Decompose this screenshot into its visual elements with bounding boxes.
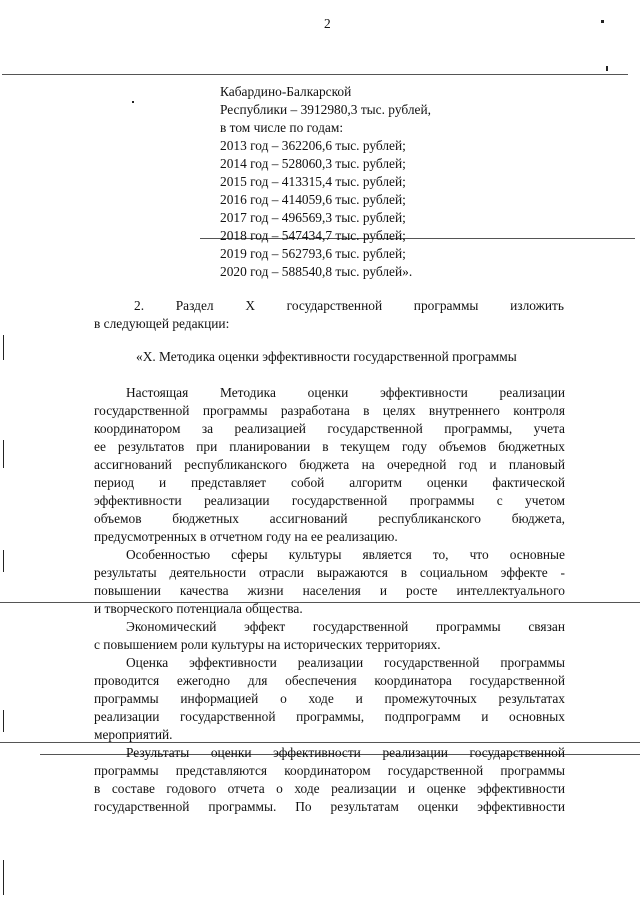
paragraph-line: Результаты оценки эффективности реализации государственной (126, 745, 565, 760)
budget-line: 2017 год – 496569,3 тыс. рублей; (220, 210, 406, 225)
paragraph-line: эффективности реализации государственной программы с учетом (94, 493, 565, 508)
paragraph-line: государственной программы. По результатам оценки эффективности (94, 799, 565, 814)
paragraph-line: Оценка эффективности реализации государственной программы (126, 655, 565, 670)
budget-line: 2020 год – 588540,8 тыс. рублей». (220, 264, 413, 279)
budget-line: Республики – 3912980,3 тыс. рублей, (220, 102, 431, 117)
paragraph-line: повышении качества жизни населения и росте интеллектуального (94, 583, 565, 598)
item-word: X (245, 298, 255, 313)
paragraph-line: Особенностью сферы культуры является то, что основные (126, 547, 565, 562)
paragraph-line: предусмотренных в отчетном году на ее реализацию. (94, 529, 398, 544)
paragraph-line: программы представляются координатором государственной программы (94, 763, 565, 778)
paragraph-line: ассигнований республиканского бюджета на очередной год и плановый (94, 457, 565, 472)
item-word: государственной (286, 298, 383, 313)
paragraph-line: Настоящая Методика оценки эффективности реализации (126, 385, 565, 400)
paragraph-line: объемов бюджетных ассигнований республиканского бюджета, (94, 511, 565, 526)
margin-mark (3, 335, 4, 360)
paragraph-line: результаты деятельности отрасли выражаются в социальном эффекте - (94, 565, 565, 580)
paragraph-line: с повышением роли культуры на исторических территориях. (94, 637, 441, 652)
budget-line: 2016 год – 414059,6 тыс. рублей; (220, 192, 406, 207)
paragraph-line: Экономический эффект государственной программы связан (126, 619, 565, 634)
item-number: 2. (134, 298, 145, 313)
item-word: изложить (510, 298, 565, 313)
margin-mark (3, 550, 4, 572)
paragraph-line: проводится ежегодно для обеспечения координатора государственной (94, 673, 565, 688)
budget-line: в том числе по годам: (220, 120, 344, 135)
scan-speck (601, 20, 604, 23)
budget-line: 2018 год – 547434,7 тыс. рублей; (220, 228, 406, 243)
paragraph-line: ее результатов при планировании в текущем году объемов бюджетных (94, 439, 565, 454)
paragraph-line: мероприятий. (94, 727, 173, 742)
budget-line: Кабардино-Балкарской (220, 84, 352, 99)
margin-mark (3, 860, 4, 895)
budget-line: 2019 год – 562793,6 тыс. рублей; (220, 246, 406, 261)
paragraph-line: реализации государственной программы, подпрограмм и основных (94, 709, 565, 724)
paragraph-line: государственной программы разработана в целях внутреннего контроля (94, 403, 565, 418)
section-title: «X. Методика оценки эффективности государственной программы (136, 349, 517, 364)
item-2-line (134, 297, 564, 314)
scan-speck (606, 66, 608, 71)
item-word: Раздел (175, 298, 214, 313)
item-2-line: в следующей редакции: (94, 316, 230, 331)
budget-line: 2014 год – 528060,3 тыс. рублей; (220, 156, 406, 171)
budget-line: 2015 год – 413315,4 тыс. рублей; (220, 174, 406, 189)
margin-mark (3, 440, 4, 468)
scan-line (2, 74, 628, 75)
page-number: 2 (324, 16, 331, 31)
paragraph-line: в составе годового отчета о ходе реализации и оценке эффективности (94, 781, 565, 796)
paragraph-line: координатором за реализацией государственной программы, учета (94, 421, 565, 436)
budget-line: 2013 год – 362206,6 тыс. рублей; (220, 138, 406, 153)
paragraph-line: программы информацией о ходе и промежуточных результатах (94, 691, 565, 706)
paragraph-line: период и представляет собой алгоритм оценки фактической (94, 475, 565, 490)
margin-mark (3, 710, 4, 732)
paragraph-line: и творческого потенциала общества. (94, 601, 303, 616)
scan-speck (132, 101, 134, 103)
item-word: программы (413, 298, 479, 313)
